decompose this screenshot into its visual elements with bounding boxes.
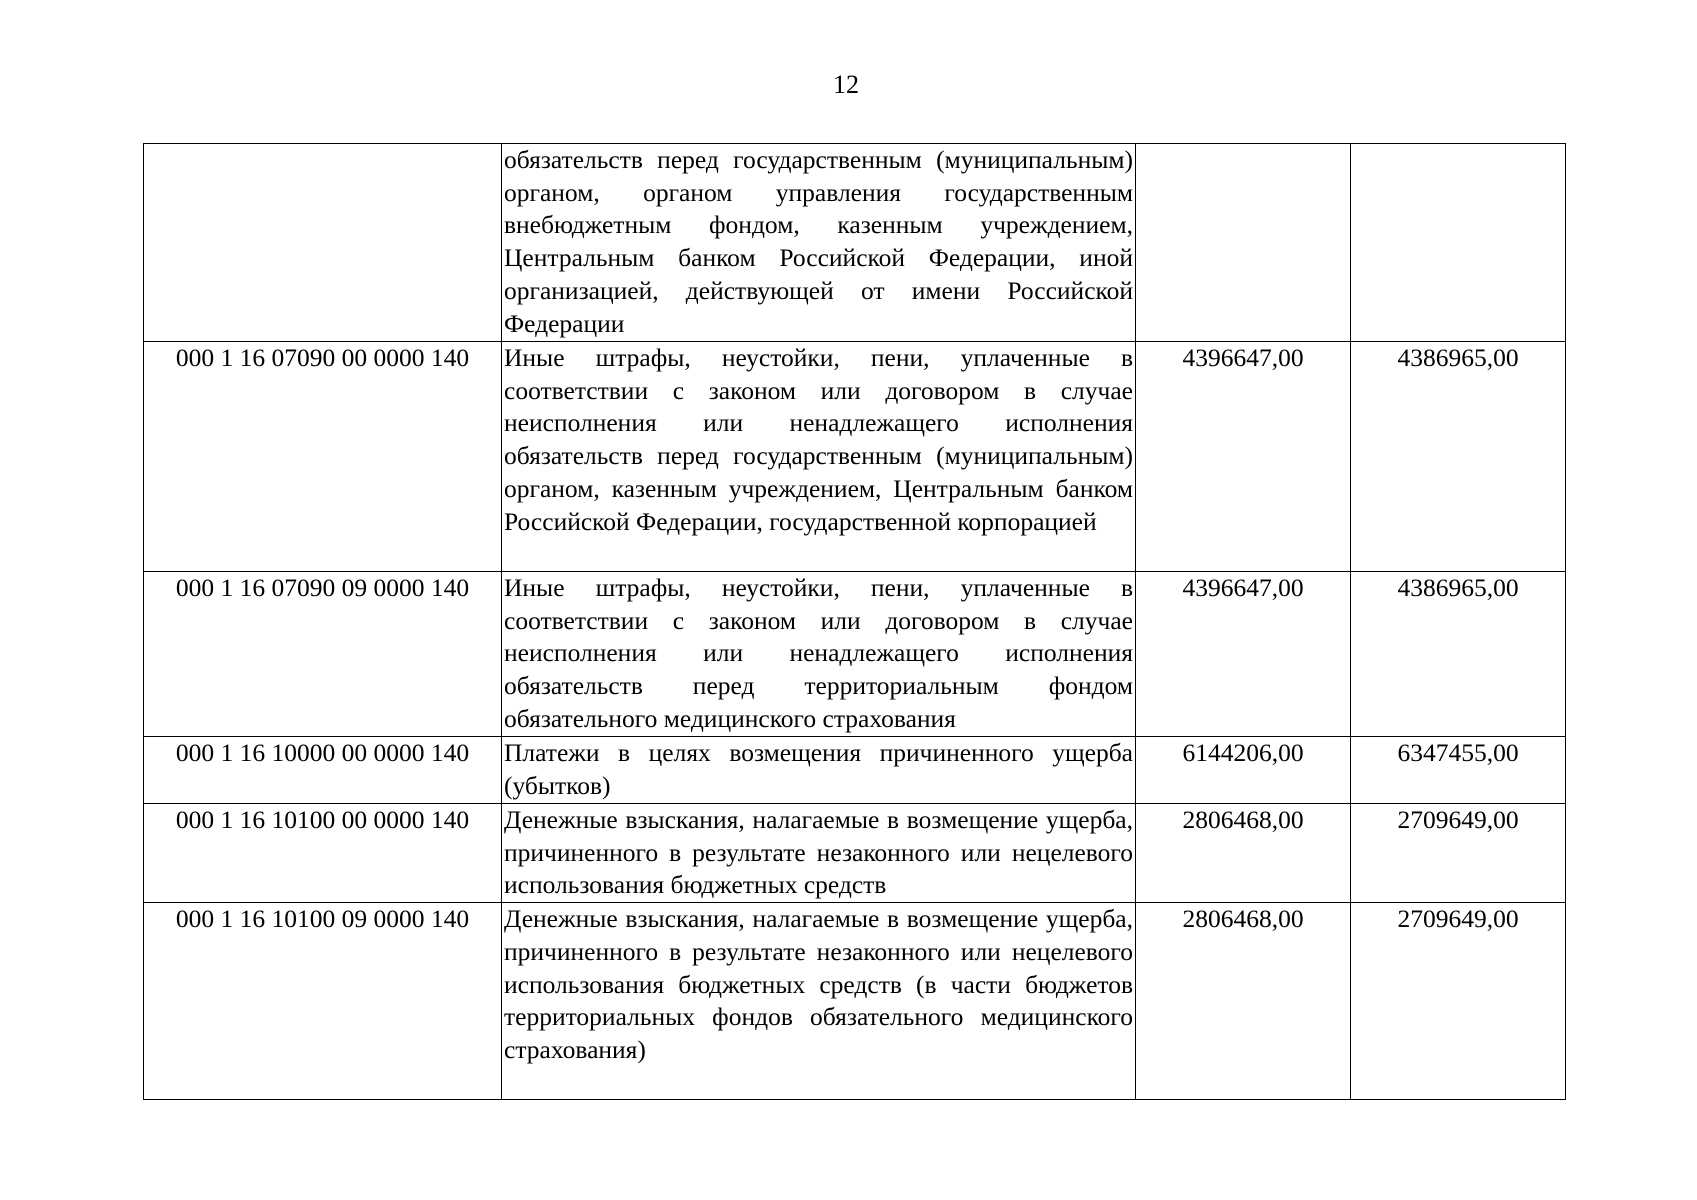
value2-cell: 6347455,00: [1351, 737, 1566, 804]
value2-cell: [1351, 144, 1566, 342]
code-cell: 000 1 16 07090 09 0000 140: [144, 572, 502, 737]
value1-cell: 2806468,00: [1136, 804, 1351, 903]
description-cell: Платежи в целях возмещения причиненного ущерба (убытков): [502, 737, 1136, 804]
page-number: 12: [833, 70, 859, 99]
table-row: [144, 804, 1566, 903]
code-cell: 000 1 16 10100 00 0000 140: [144, 804, 502, 903]
code-cell: [144, 144, 502, 342]
value1-cell: 4396647,00: [1136, 342, 1351, 572]
table-row: [144, 342, 1566, 572]
description-cell: Иные штрафы, неустойки, пени, уплаченные в соответствии с законом или договором в случае неисполнения или ненадлежащего исполнения обязательств перед территориальным фондом обязательного медицинского страхования: [502, 572, 1136, 737]
table-row: [144, 144, 1566, 342]
description-cell: Денежные взыскания, налагаемые в возмещение ущерба, причиненного в результате незаконного или нецелевого использования бюджетных средств: [502, 804, 1136, 903]
value2-cell: 2709649,00: [1351, 903, 1566, 1100]
value1-cell: [1136, 144, 1351, 342]
value1-cell: 4396647,00: [1136, 572, 1351, 737]
value1-cell: 6144206,00: [1136, 737, 1351, 804]
table-row: [144, 737, 1566, 804]
value2-cell: 2709649,00: [1351, 804, 1566, 903]
code-cell: 000 1 16 07090 00 0000 140: [144, 342, 502, 572]
description-cell: Иные штрафы, неустойки, пени, уплаченные в соответствии с законом или договором в случае неисполнения или ненадлежащего исполнения обязательств перед государственным (муниципальным) органом, казенным учреждением, Центральным банком Российской Федерации, государственной корпорацией: [502, 342, 1136, 572]
value2-cell: 4386965,00: [1351, 342, 1566, 572]
table-row: [144, 572, 1566, 737]
value2-cell: 4386965,00: [1351, 572, 1566, 737]
table-row: [144, 903, 1566, 1100]
description-cell: Денежные взыскания, налагаемые в возмещение ущерба, причиненного в результате незаконного или нецелевого использования бюджетных средств (в части бюджетов территориальных фондов обязательного медицинского страхования): [502, 903, 1136, 1100]
budget-table: [143, 143, 1566, 1100]
code-cell: 000 1 16 10000 00 0000 140: [144, 737, 502, 804]
description-cell: обязательств перед государственным (муниципальным) органом, органом управления государственным внебюджетным фондом, казенным учреждением, Центральным банком Российской Федерации, иной организацией, действующей от имени Российской Федерации: [502, 144, 1136, 342]
code-cell: 000 1 16 10100 09 0000 140: [144, 903, 502, 1100]
value1-cell: 2806468,00: [1136, 903, 1351, 1100]
